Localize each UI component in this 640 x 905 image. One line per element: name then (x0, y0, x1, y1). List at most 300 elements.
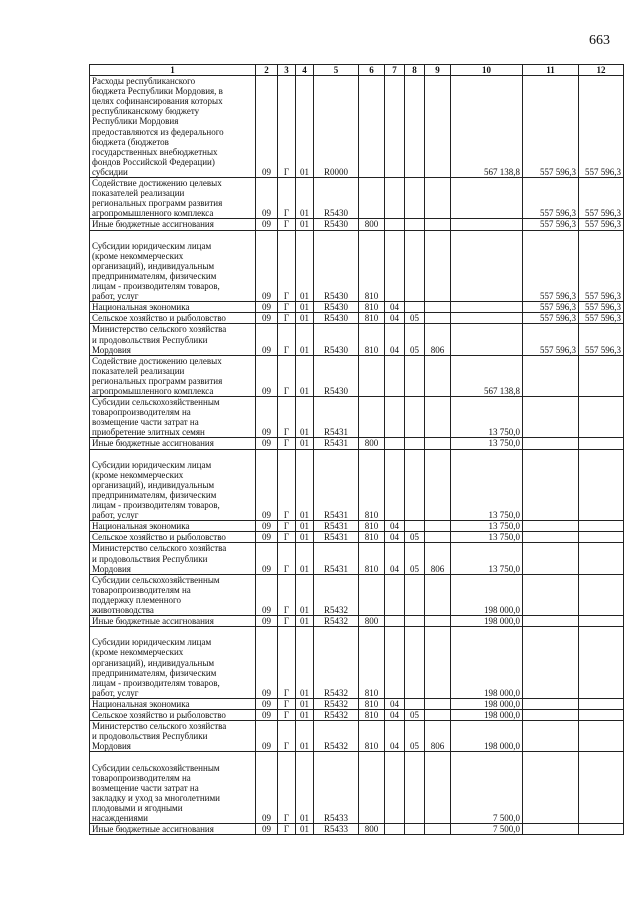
amount-col-12 (579, 824, 624, 835)
expense-type-code: 800 (359, 438, 385, 449)
section-code: 09 (256, 324, 278, 355)
section (385, 438, 405, 449)
target-article-code: R5430 (314, 355, 359, 396)
section-code: 09 (256, 355, 278, 396)
amount-col-11 (523, 627, 579, 699)
page-number: 663 (589, 33, 610, 48)
amount-col-11: 557 596,3 (523, 302, 579, 313)
amount-col-11 (523, 438, 579, 449)
subsection: 05 (405, 313, 425, 324)
program-code: Г (278, 230, 296, 302)
amount-col-10 (451, 302, 523, 313)
amount-col-11: 557 596,3 (523, 178, 579, 219)
section: 04 (385, 313, 405, 324)
section (385, 178, 405, 219)
table-row (90, 178, 624, 219)
subsection (405, 302, 425, 313)
amount-col-11 (523, 721, 579, 752)
section-code: 09 (256, 397, 278, 438)
amount-col-11: 557 596,3 (523, 313, 579, 324)
target-article-code: R5433 (314, 752, 359, 824)
subsection: 05 (405, 710, 425, 721)
program-code: Г (278, 313, 296, 324)
section-code: 09 (256, 449, 278, 521)
amount-col-11 (523, 543, 579, 574)
amount-col-12 (579, 397, 624, 438)
row-description: Иные бюджетные ассигнования (90, 616, 256, 627)
table-row (90, 532, 624, 543)
row-description: Национальная экономика (90, 302, 256, 313)
table-row (90, 438, 624, 449)
subprogram-code: 01 (296, 721, 314, 752)
column-header: 5 (314, 65, 359, 76)
column-header: 9 (425, 65, 451, 76)
section-code: 09 (256, 532, 278, 543)
amount-col-12: 557 596,3 (579, 324, 624, 355)
ministry-code (425, 178, 451, 219)
target-article-code: R0000 (314, 76, 359, 178)
amount-col-11 (523, 710, 579, 721)
section-code: 09 (256, 178, 278, 219)
table-row (90, 521, 624, 532)
program-code: Г (278, 397, 296, 438)
subsection (405, 449, 425, 521)
program-code: Г (278, 752, 296, 824)
subprogram-code: 01 (296, 230, 314, 302)
table-row (90, 302, 624, 313)
row-description: Субсидии сельскохозяйственным товаропроизводителям на возмещение части затрат на приобретение элитных семян (90, 397, 256, 438)
amount-col-12: 557 596,3 (579, 178, 624, 219)
column-header: 4 (296, 65, 314, 76)
subprogram-code: 01 (296, 752, 314, 824)
subsection (405, 219, 425, 230)
expense-type-code: 810 (359, 710, 385, 721)
amount-col-10 (451, 219, 523, 230)
target-article-code: R5430 (314, 230, 359, 302)
table-row (90, 824, 624, 835)
amount-col-11 (523, 521, 579, 532)
section-code: 09 (256, 313, 278, 324)
ministry-code: 806 (425, 324, 451, 355)
program-code: Г (278, 178, 296, 219)
table-row (90, 543, 624, 574)
row-description: Министерство сельского хозяйства и продовольствия Республики Мордовия (90, 324, 256, 355)
subprogram-code: 01 (296, 698, 314, 709)
subprogram-code: 01 (296, 397, 314, 438)
expense-type-code: 800 (359, 616, 385, 627)
ministry-code (425, 355, 451, 396)
ministry-code: 806 (425, 721, 451, 752)
target-article-code: R5432 (314, 574, 359, 615)
table-row (90, 76, 624, 178)
section-code: 09 (256, 302, 278, 313)
subprogram-code: 01 (296, 616, 314, 627)
amount-col-10: 198 000,0 (451, 710, 523, 721)
target-article-code: R5432 (314, 616, 359, 627)
row-description: Национальная экономика (90, 521, 256, 532)
target-article-code: R5431 (314, 521, 359, 532)
amount-col-12 (579, 543, 624, 574)
expense-type-code: 810 (359, 324, 385, 355)
expense-type-code (359, 178, 385, 219)
row-description: Субсидии сельскохозяйственным товаропроизводителям на возмещение части затрат на закладку и уход за многолетними плодовыми и ягодными насаждениями (90, 752, 256, 824)
section: 04 (385, 710, 405, 721)
section: 04 (385, 532, 405, 543)
expense-type-code: 810 (359, 721, 385, 752)
column-header: 7 (385, 65, 405, 76)
amount-col-10: 567 138,8 (451, 355, 523, 396)
amount-col-12 (579, 438, 624, 449)
table-row (90, 721, 624, 752)
amount-col-12 (579, 752, 624, 824)
program-code: Г (278, 532, 296, 543)
ministry-code (425, 313, 451, 324)
row-description: Национальная экономика (90, 698, 256, 709)
amount-col-10: 13 750,0 (451, 543, 523, 574)
program-code: Г (278, 355, 296, 396)
subsection (405, 521, 425, 532)
amount-col-10: 198 000,0 (451, 721, 523, 752)
section-code: 09 (256, 721, 278, 752)
section-code: 09 (256, 230, 278, 302)
amount-col-11: 557 596,3 (523, 219, 579, 230)
section-code: 09 (256, 698, 278, 709)
amount-col-10: 7 500,0 (451, 824, 523, 835)
row-description: Иные бюджетные ассигнования (90, 438, 256, 449)
table-row (90, 397, 624, 438)
amount-col-10 (451, 324, 523, 355)
section: 04 (385, 698, 405, 709)
amount-col-12 (579, 627, 624, 699)
target-article-code: R5431 (314, 532, 359, 543)
section-code: 09 (256, 824, 278, 835)
ministry-code (425, 76, 451, 178)
section: 04 (385, 521, 405, 532)
subsection (405, 574, 425, 615)
row-description: Субсидии юридическим лицам (кроме некоммерческих организаций), индивидуальным предпринимателям, физическим лицам - производителям товаров, работ, услуг (90, 627, 256, 699)
amount-col-11 (523, 355, 579, 396)
amount-col-12: 557 596,3 (579, 302, 624, 313)
row-description: Субсидии юридическим лицам (кроме некоммерческих организаций), индивидуальным предпринимателям, физическим лицам - производителям товаров, работ, услуг (90, 230, 256, 302)
section (385, 76, 405, 178)
amount-col-10: 13 750,0 (451, 397, 523, 438)
section (385, 397, 405, 438)
expense-type-code: 800 (359, 219, 385, 230)
amount-col-12: 557 596,3 (579, 313, 624, 324)
amount-col-11 (523, 698, 579, 709)
subprogram-code: 01 (296, 324, 314, 355)
amount-col-10: 198 000,0 (451, 698, 523, 709)
ministry-code (425, 616, 451, 627)
column-header: 1 (90, 65, 256, 76)
target-article-code: R5433 (314, 824, 359, 835)
table-body (90, 76, 624, 835)
subprogram-code: 01 (296, 521, 314, 532)
subsection (405, 230, 425, 302)
subsection: 05 (405, 543, 425, 574)
amount-col-12 (579, 355, 624, 396)
section-code: 09 (256, 752, 278, 824)
target-article-code: R5431 (314, 397, 359, 438)
expense-type-code: 810 (359, 521, 385, 532)
amount-col-10: 198 000,0 (451, 627, 523, 699)
program-code: Г (278, 449, 296, 521)
amount-col-10: 13 750,0 (451, 449, 523, 521)
table-row (90, 698, 624, 709)
amount-col-12 (579, 721, 624, 752)
amount-col-11 (523, 616, 579, 627)
row-description: Сельское хозяйство и рыболовство (90, 313, 256, 324)
amount-col-11 (523, 574, 579, 615)
program-code: Г (278, 710, 296, 721)
program-code: Г (278, 521, 296, 532)
subprogram-code: 01 (296, 313, 314, 324)
ministry-code (425, 438, 451, 449)
subprogram-code: 01 (296, 449, 314, 521)
expense-type-code (359, 752, 385, 824)
row-description: Сельское хозяйство и рыболовство (90, 710, 256, 721)
amount-col-12 (579, 616, 624, 627)
row-description: Министерство сельского хозяйства и продовольствия Республики Мордовия (90, 543, 256, 574)
section: 04 (385, 302, 405, 313)
program-code: Г (278, 721, 296, 752)
column-header: 2 (256, 65, 278, 76)
amount-col-10: 13 750,0 (451, 532, 523, 543)
program-code: Г (278, 698, 296, 709)
program-code: Г (278, 627, 296, 699)
amount-col-11: 557 596,3 (523, 76, 579, 178)
subsection (405, 438, 425, 449)
amount-col-10: 13 750,0 (451, 438, 523, 449)
amount-col-10: 7 500,0 (451, 752, 523, 824)
subsection (405, 698, 425, 709)
amount-col-11 (523, 824, 579, 835)
target-article-code: R5432 (314, 627, 359, 699)
section (385, 219, 405, 230)
column-header: 12 (579, 65, 624, 76)
table-row (90, 324, 624, 355)
row-description: Субсидии юридическим лицам (кроме некоммерческих организаций), индивидуальным предпринимателям, физическим лицам - производителям товаров, работ, услуг (90, 449, 256, 521)
expense-type-code (359, 397, 385, 438)
subsection (405, 824, 425, 835)
target-article-code: R5430 (314, 302, 359, 313)
section-code: 09 (256, 438, 278, 449)
section (385, 616, 405, 627)
amount-col-11 (523, 532, 579, 543)
target-article-code: R5432 (314, 721, 359, 752)
expense-type-code (359, 574, 385, 615)
target-article-code: R5431 (314, 543, 359, 574)
table-row (90, 219, 624, 230)
subsection (405, 627, 425, 699)
row-description: Расходы республиканского бюджета Республики Мордовия, в целях софинансирования которых республиканскому бюджету Республики Мордовия предоставляются из федерального бюджета (бюджетов государственных внебюджетных фондов Российской Федерации) субсидии (90, 76, 256, 178)
program-code: Г (278, 438, 296, 449)
target-article-code: R5430 (314, 324, 359, 355)
table-row (90, 616, 624, 627)
subsection (405, 178, 425, 219)
row-description: Содействие достижению целевых показателей реализации региональных программ развития агропромышленного комплекса (90, 178, 256, 219)
amount-col-11 (523, 449, 579, 521)
expense-type-code (359, 76, 385, 178)
program-code: Г (278, 302, 296, 313)
amount-col-12 (579, 521, 624, 532)
program-code: Г (278, 616, 296, 627)
expense-type-code: 810 (359, 313, 385, 324)
table-row (90, 313, 624, 324)
subprogram-code: 01 (296, 710, 314, 721)
subprogram-code: 01 (296, 355, 314, 396)
expense-type-code: 810 (359, 627, 385, 699)
subprogram-code: 01 (296, 574, 314, 615)
program-code: Г (278, 76, 296, 178)
expense-type-code: 810 (359, 302, 385, 313)
row-description: Сельское хозяйство и рыболовство (90, 532, 256, 543)
amount-col-12 (579, 710, 624, 721)
ministry-code (425, 219, 451, 230)
amount-col-12: 557 596,3 (579, 76, 624, 178)
expense-type-code: 810 (359, 532, 385, 543)
ministry-code (425, 521, 451, 532)
amount-col-12 (579, 574, 624, 615)
amount-col-12 (579, 449, 624, 521)
section (385, 230, 405, 302)
column-header: 6 (359, 65, 385, 76)
amount-col-11 (523, 752, 579, 824)
program-code: Г (278, 219, 296, 230)
section (385, 824, 405, 835)
amount-col-11 (523, 397, 579, 438)
table-row (90, 449, 624, 521)
amount-col-10 (451, 178, 523, 219)
section-code: 09 (256, 616, 278, 627)
section (385, 627, 405, 699)
amount-col-10 (451, 313, 523, 324)
ministry-code (425, 449, 451, 521)
ministry-code (425, 752, 451, 824)
row-description: Содействие достижению целевых показателей реализации региональных программ развития агропромышленного комплекса (90, 355, 256, 396)
amount-col-12 (579, 532, 624, 543)
header-row (90, 65, 624, 76)
section: 04 (385, 721, 405, 752)
table-row (90, 710, 624, 721)
target-article-code: R5432 (314, 698, 359, 709)
amount-col-12: 557 596,3 (579, 219, 624, 230)
subsection: 05 (405, 324, 425, 355)
amount-col-10: 198 000,0 (451, 574, 523, 615)
subprogram-code: 01 (296, 76, 314, 178)
ministry-code (425, 574, 451, 615)
subprogram-code: 01 (296, 219, 314, 230)
target-article-code: R5430 (314, 178, 359, 219)
subprogram-code: 01 (296, 438, 314, 449)
row-description: Иные бюджетные ассигнования (90, 824, 256, 835)
ministry-code: 806 (425, 543, 451, 574)
subprogram-code: 01 (296, 302, 314, 313)
table-row (90, 355, 624, 396)
section-code: 09 (256, 627, 278, 699)
row-description: Субсидии сельскохозяйственным товаропроизводителям на поддержку племенного животноводства (90, 574, 256, 615)
target-article-code: R5432 (314, 710, 359, 721)
expense-type-code (359, 355, 385, 396)
subsection (405, 76, 425, 178)
expense-type-code: 810 (359, 543, 385, 574)
table-row (90, 752, 624, 824)
subprogram-code: 01 (296, 543, 314, 574)
target-article-code: R5430 (314, 313, 359, 324)
expense-type-code: 810 (359, 449, 385, 521)
amount-col-12: 557 596,3 (579, 230, 624, 302)
subsection (405, 355, 425, 396)
column-header: 3 (278, 65, 296, 76)
subprogram-code: 01 (296, 178, 314, 219)
section-code: 09 (256, 219, 278, 230)
amount-col-10: 567 138,8 (451, 76, 523, 178)
column-header: 8 (405, 65, 425, 76)
row-description: Министерство сельского хозяйства и продовольствия Республики Мордовия (90, 721, 256, 752)
ministry-code (425, 230, 451, 302)
subprogram-code: 01 (296, 627, 314, 699)
table-row (90, 230, 624, 302)
program-code: Г (278, 574, 296, 615)
table-row (90, 627, 624, 699)
ministry-code (425, 824, 451, 835)
subprogram-code: 01 (296, 824, 314, 835)
section (385, 574, 405, 615)
section-code: 09 (256, 76, 278, 178)
section: 04 (385, 324, 405, 355)
section-code: 09 (256, 521, 278, 532)
ministry-code (425, 698, 451, 709)
column-header: 11 (523, 65, 579, 76)
ministry-code (425, 397, 451, 438)
target-article-code: R5431 (314, 438, 359, 449)
section-code: 09 (256, 543, 278, 574)
budget-table (89, 64, 624, 835)
subsection: 05 (405, 532, 425, 543)
target-article-code: R5430 (314, 219, 359, 230)
subprogram-code: 01 (296, 532, 314, 543)
program-code: Г (278, 543, 296, 574)
table-row (90, 574, 624, 615)
program-code: Г (278, 824, 296, 835)
section-code: 09 (256, 574, 278, 615)
program-code: Г (278, 324, 296, 355)
subsection (405, 616, 425, 627)
amount-col-10: 198 000,0 (451, 616, 523, 627)
amount-col-10: 13 750,0 (451, 521, 523, 532)
ministry-code (425, 532, 451, 543)
ministry-code (425, 302, 451, 313)
section (385, 449, 405, 521)
column-header: 10 (451, 65, 523, 76)
amount-col-10 (451, 230, 523, 302)
section: 04 (385, 543, 405, 574)
section (385, 355, 405, 396)
ministry-code (425, 710, 451, 721)
expense-type-code: 810 (359, 698, 385, 709)
expense-type-code: 810 (359, 230, 385, 302)
section (385, 752, 405, 824)
target-article-code: R5431 (314, 449, 359, 521)
ministry-code (425, 627, 451, 699)
section-code: 09 (256, 710, 278, 721)
amount-col-11: 557 596,3 (523, 230, 579, 302)
amount-col-11: 557 596,3 (523, 324, 579, 355)
subsection (405, 397, 425, 438)
row-description: Иные бюджетные ассигнования (90, 219, 256, 230)
amount-col-12 (579, 698, 624, 709)
subsection: 05 (405, 721, 425, 752)
